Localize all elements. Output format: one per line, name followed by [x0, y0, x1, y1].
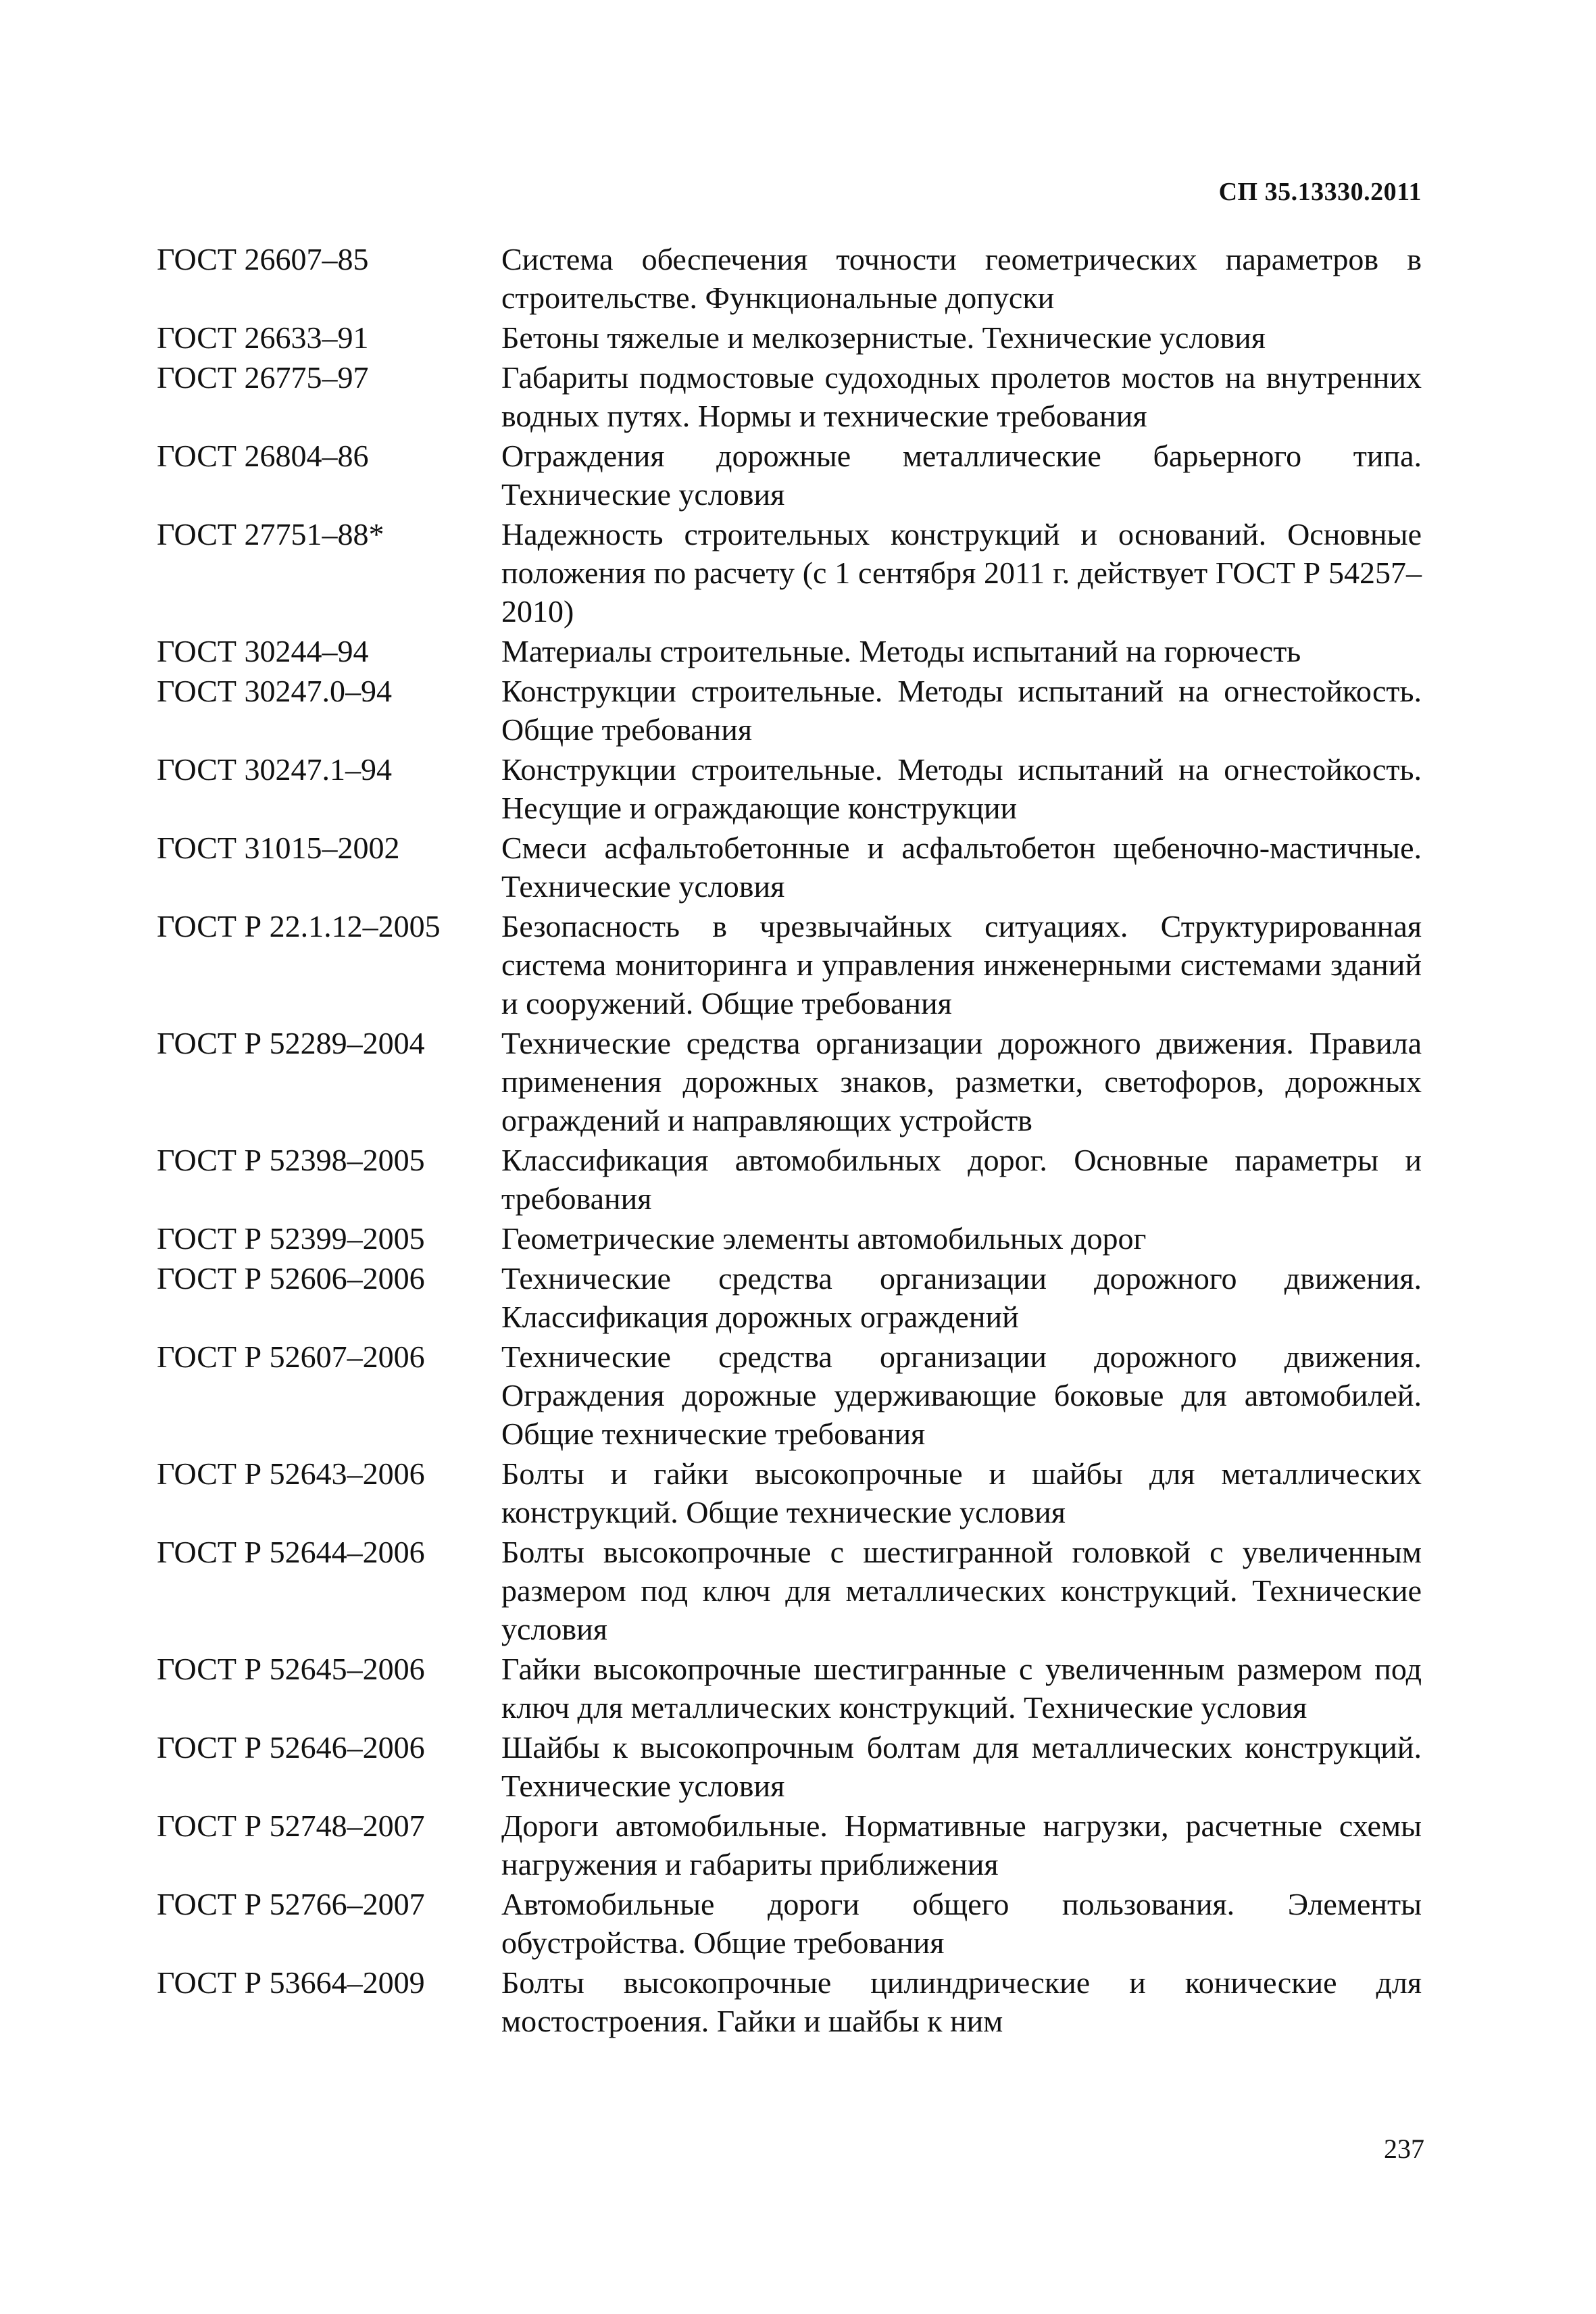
reference-title: Бетоны тяжелые и мелкозернистые. Технические условия	[501, 320, 1266, 355]
reference-row	[157, 1024, 1422, 1139]
reference-code: ГОСТ Р 52643–2006	[157, 1456, 425, 1491]
reference-row	[157, 829, 1422, 906]
reference-title: Болты высокопрочные с шестигранной головкой с увеличенным размером под ключ для металлических конструкций. Технические условия	[501, 1535, 1422, 1646]
reference-row	[157, 672, 1422, 749]
reference-title: Материалы строительные. Методы испытаний на горючесть	[501, 634, 1301, 668]
reference-code: ГОСТ Р 52607–2006	[157, 1339, 425, 1374]
reference-title: Гайки высокопрочные шестигранные с увеличенным размером под ключ для металлических конструкций. Технические условия	[501, 1652, 1422, 1725]
reference-row	[157, 358, 1422, 435]
reference-row	[157, 437, 1422, 514]
reference-row	[157, 632, 1422, 670]
reference-code: ГОСТ Р 52748–2007	[157, 1808, 425, 1843]
reference-code: ГОСТ 30247.0–94	[157, 674, 393, 708]
reference-row	[157, 1259, 1422, 1336]
reference-title: Геометрические элементы автомобильных дорог	[501, 1221, 1147, 1256]
reference-title: Дороги автомобильные. Нормативные нагрузки, расчетные схемы нагружения и габариты приближения	[501, 1808, 1422, 1881]
reference-code: ГОСТ 30244–94	[157, 634, 369, 668]
reference-code: ГОСТ Р 52289–2004	[157, 1026, 425, 1060]
reference-row	[157, 1454, 1422, 1531]
reference-code: ГОСТ 30247.1–94	[157, 752, 393, 787]
reference-row	[157, 907, 1422, 1023]
reference-code: ГОСТ 31015–2002	[157, 831, 400, 865]
reference-title: Технические средства организации дорожного движения. Ограждения дорожные удерживающие боковые для автомобилей. Общие технические требования	[501, 1339, 1422, 1451]
reference-title: Классификация автомобильных дорог. Основные параметры и требования	[501, 1143, 1422, 1216]
reference-row	[157, 1728, 1422, 1805]
reference-title: Автомобильные дороги общего пользования. Элементы обустройства. Общие требования	[501, 1887, 1422, 1960]
reference-code: ГОСТ Р 53664–2009	[157, 1965, 425, 2000]
reference-row	[157, 515, 1422, 631]
reference-title: Технические средства организации дорожного движения. Классификация дорожных ограждений	[501, 1261, 1422, 1334]
reference-title: Шайбы к высокопрочным болтам для металлических конструкций. Технические условия	[501, 1730, 1422, 1803]
reference-row	[157, 1963, 1422, 2040]
reference-code: ГОСТ 26775–97	[157, 360, 369, 395]
reference-code: ГОСТ 26633–91	[157, 320, 369, 355]
reference-code: ГОСТ Р 52398–2005	[157, 1143, 425, 1177]
reference-code: ГОСТ Р 52606–2006	[157, 1261, 425, 1296]
document-code-header: СП 35.13330.2011	[1218, 178, 1422, 206]
reference-code: ГОСТ Р 52646–2006	[157, 1730, 425, 1765]
reference-row	[157, 1219, 1422, 1258]
reference-title: Технические средства организации дорожного движения. Правила применения дорожных знаков, разметки, светофоров, дорожных ограждений и направляющих устройств	[501, 1026, 1422, 1137]
reference-code: ГОСТ 27751–88*	[157, 517, 384, 551]
reference-title: Конструкции строительные. Методы испытаний на огнестойкость. Несущие и ограждающие конструкции	[501, 752, 1422, 825]
reference-row	[157, 750, 1422, 827]
reference-row	[157, 1650, 1422, 1727]
reference-row	[157, 1885, 1422, 1962]
normative-references-list	[157, 240, 1422, 2042]
reference-title: Надежность строительных конструкций и оснований. Основные положения по расчету (с 1 сентября 2011 г. действует ГОСТ Р 54257–2010)	[501, 517, 1422, 629]
reference-title: Ограждения дорожные металлические барьерного типа. Технические условия	[501, 439, 1422, 512]
reference-code: ГОСТ Р 52766–2007	[157, 1887, 425, 1921]
reference-title: Болты высокопрочные цилиндрические и конические для мостостроения. Гайки и шайбы к ним	[501, 1965, 1422, 2038]
reference-code: ГОСТ Р 52399–2005	[157, 1221, 425, 1256]
reference-code: ГОСТ Р 52644–2006	[157, 1535, 425, 1569]
reference-title: Болты и гайки высокопрочные и шайбы для металлических конструкций. Общие технические условия	[501, 1456, 1422, 1529]
reference-title: Система обеспечения точности геометрических параметров в строительстве. Функциональные допуски	[501, 242, 1422, 315]
reference-row	[157, 1806, 1422, 1884]
reference-title: Смеси асфальтобетонные и асфальтобетон щебеночно-мастичные. Технические условия	[501, 831, 1422, 904]
page-number: 237	[1384, 2134, 1424, 2164]
reference-code: ГОСТ Р 22.1.12–2005	[157, 909, 441, 943]
reference-code: ГОСТ 26804–86	[157, 439, 369, 473]
reference-code: ГОСТ Р 52645–2006	[157, 1652, 425, 1686]
reference-title: Конструкции строительные. Методы испытаний на огнестойкость. Общие требования	[501, 674, 1422, 747]
reference-row	[157, 1141, 1422, 1218]
reference-row	[157, 240, 1422, 317]
reference-row	[157, 1533, 1422, 1648]
reference-title: Габариты подмостовые судоходных пролетов мостов на внутренних водных путях. Нормы и технические требования	[501, 360, 1422, 433]
reference-title: Безопасность в чрезвычайных ситуациях. Структурированная система мониторинга и управления инженерными системами зданий и сооружений. Общие требования	[501, 909, 1422, 1020]
reference-row	[157, 318, 1422, 357]
reference-row	[157, 1337, 1422, 1453]
reference-code: ГОСТ 26607–85	[157, 242, 369, 276]
